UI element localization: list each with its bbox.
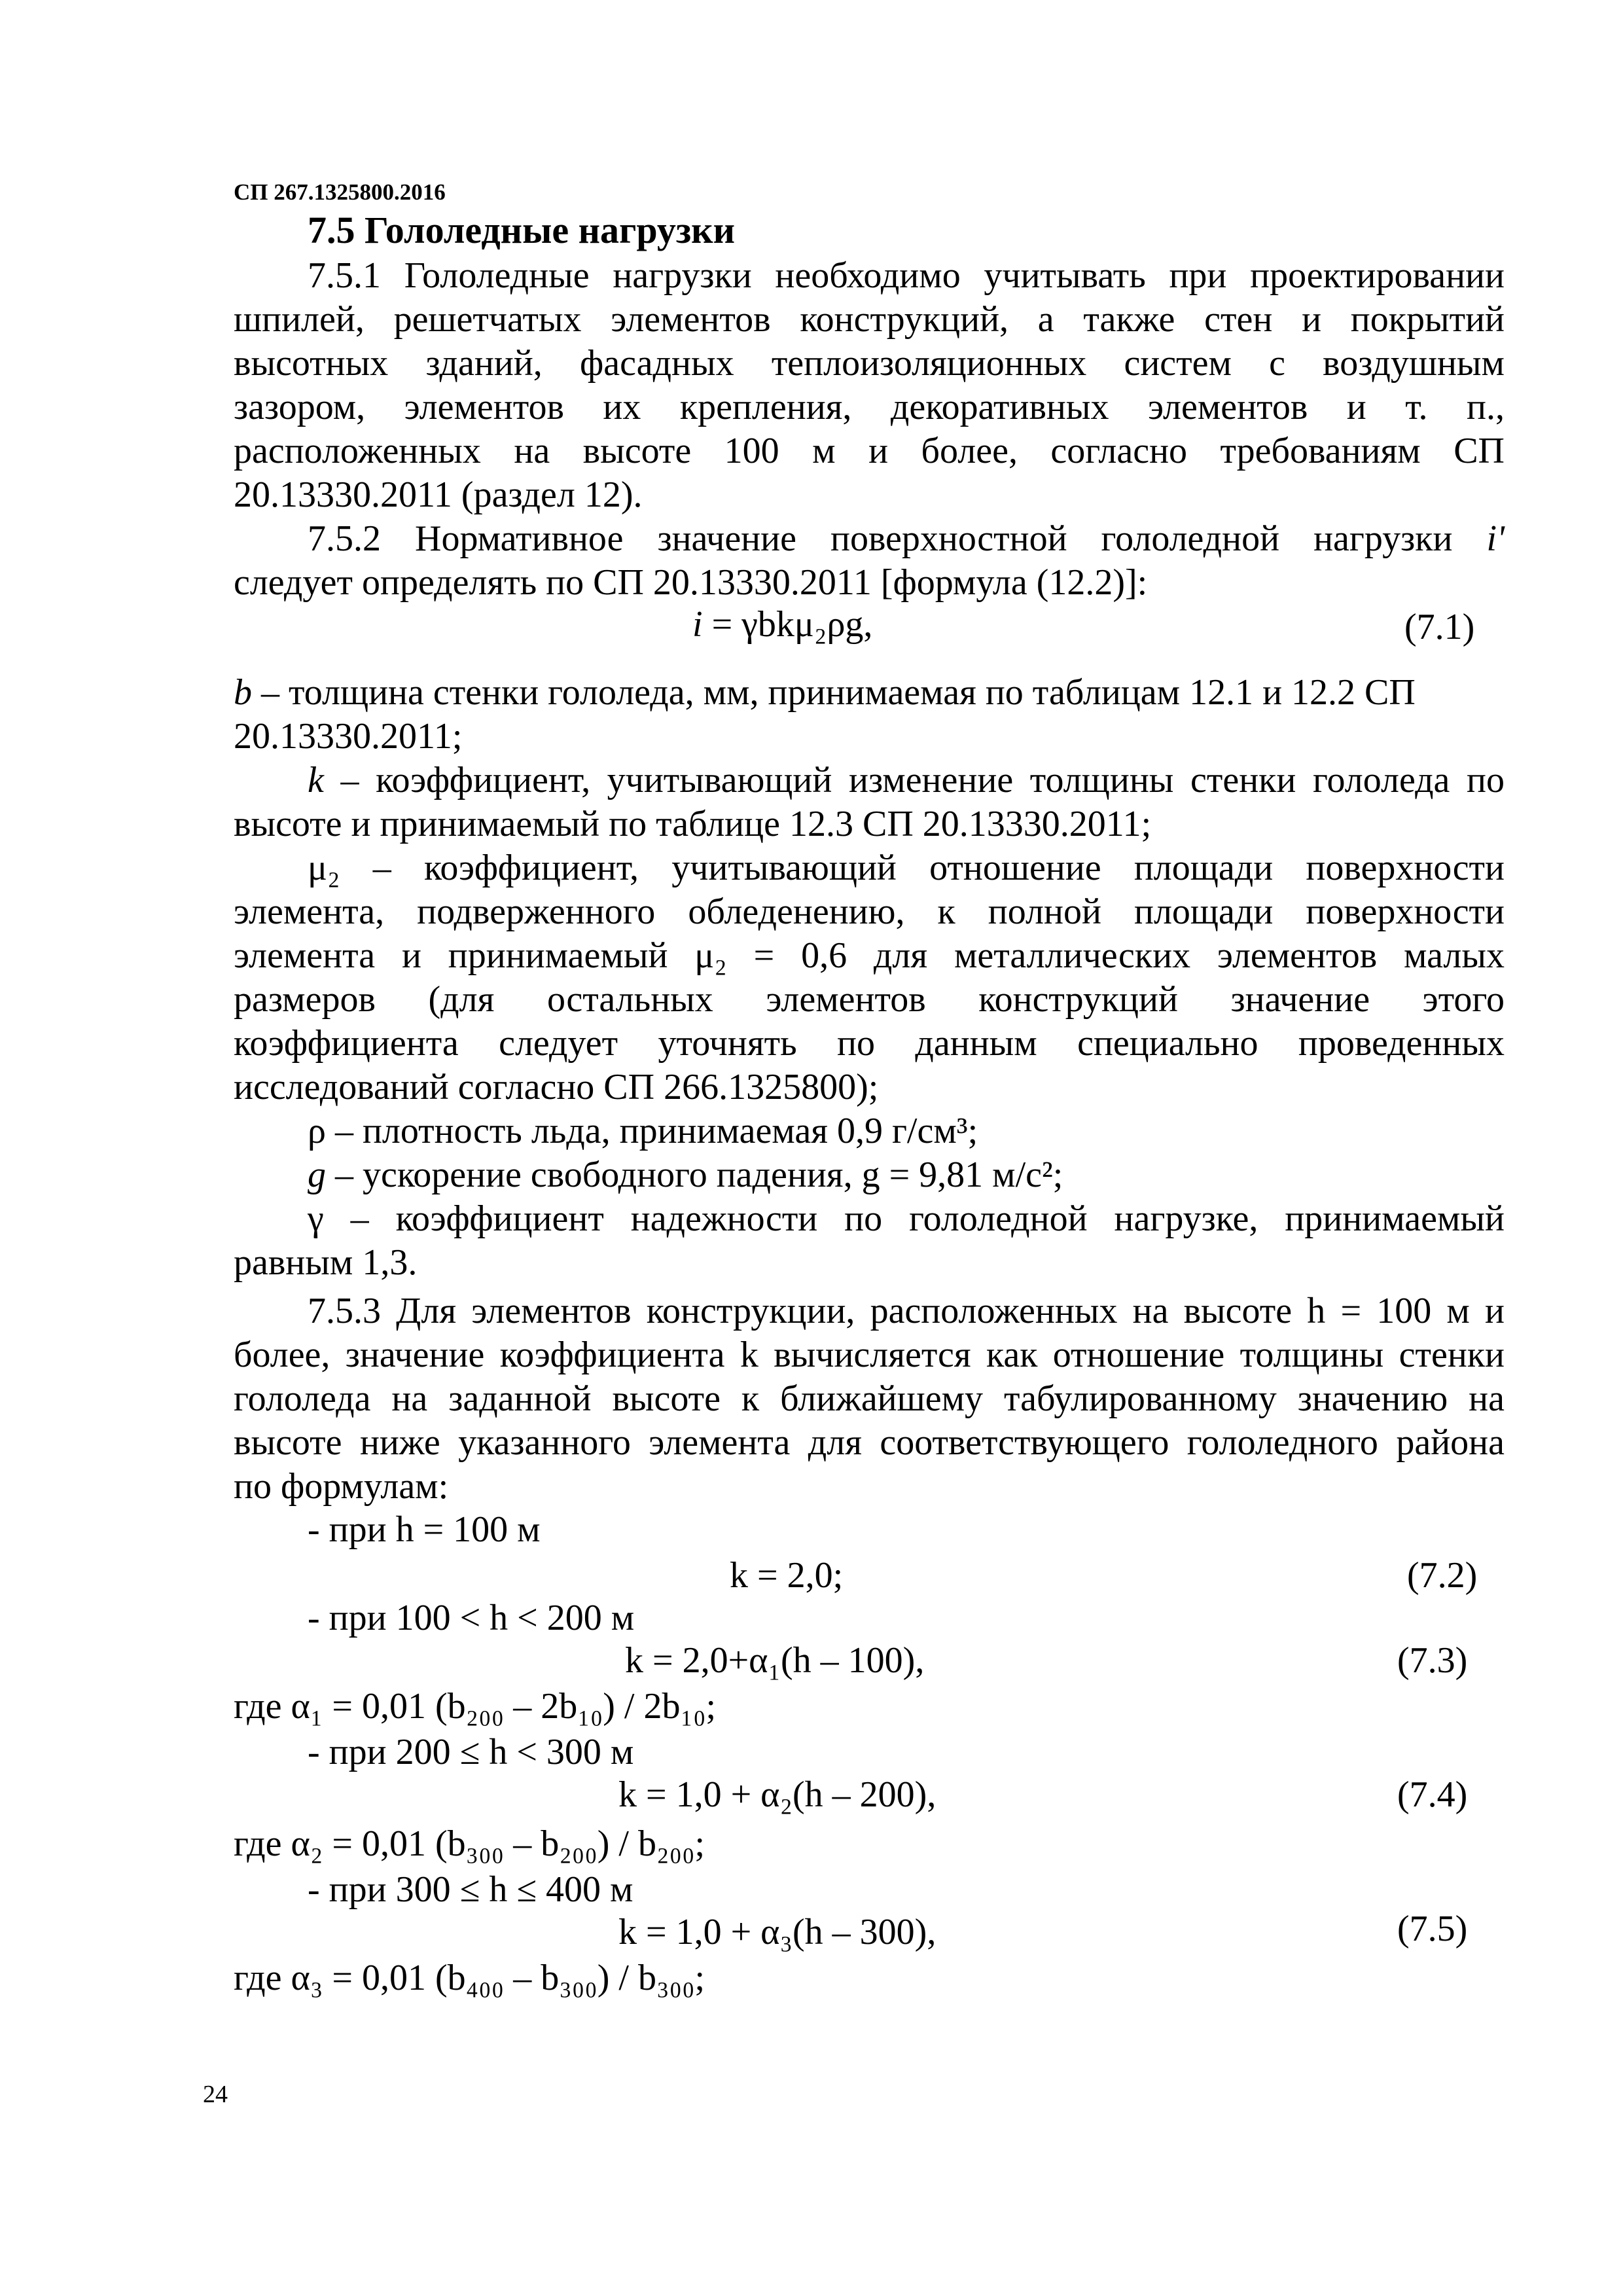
paragraph-7-5-2 [234,517,1505,605]
text-line: зазором, элементов их крепления, декоративных элементов и т. п., [234,387,1505,427]
text-line [234,671,1505,715]
text-line: 7.5.3 Для элементов конструкции, расположенных на высоте h = 100 м и [308,1291,1505,1331]
text-line: элемента, подверженного обледенению, к полной площади поверхности [234,891,1505,932]
text-line: ρ – плотность льда, принимаемая 0,9 г/см³; [308,1111,978,1151]
text-line: 20.13330.2011; [234,716,463,757]
paragraph-7-5-1 [234,254,1505,517]
formula-7-2: k = 2,0; [730,1555,844,1596]
symbol-b: b [234,672,252,713]
definitions [234,671,1505,1285]
page-number: 24 [203,2081,228,2108]
text-line: коэффициента следует уточнять по данным специально проведенных [234,1023,1505,1064]
text-line: следует определять по СП 20.13330.2011 [формула (12.2)]: [234,562,1148,603]
text-line: шпилей, решетчатых элементов конструкций, а также стен и покрытий [234,299,1505,340]
text-line: исследований согласно СП 266.1325800); [234,1067,879,1107]
where-alpha-2: где α₂ = 0,01 (b₃₀₀ – b₂₀₀) / b₂₀₀; [234,1823,705,1864]
text-line: μ₂ – коэффициент, учитывающий отношение площади поверхности [308,848,1505,888]
formula-number-7-3: (7.3) [1397,1640,1468,1681]
text-line: размеров (для остальных элементов конструкций значение этого [234,979,1505,1020]
text-span: – толщина стенки гололеда, мм, принимаемая по таблицам 12.1 и 12.2 СП [252,672,1416,713]
text-line: 20.13330.2011 (раздел 12). [234,475,643,515]
text-span: – ускорение свободного падения, g = 9,81 м/с²; [326,1155,1063,1195]
text-line [234,517,1505,561]
text-line [234,759,1505,802]
formula-number-7-1: (7.1) [1404,607,1475,647]
where-alpha-3: где α₃ = 0,01 (b₄₀₀ – b₃₀₀) / b₃₀₀; [234,1958,705,1998]
text-line: высотных зданий, фасадных теплоизоляционных систем с воздушным [234,343,1505,384]
formula-7-4: k = 1,0 + α₂(h – 200), [618,1774,936,1815]
text-span: – коэффициент, учитывающий изменение толщины стенки гололеда по [323,760,1505,800]
case-h-200-300: - при 200 ≤ h < 300 м [308,1732,634,1772]
document-code: СП 267.1325800.2016 [234,179,446,205]
case-h-300-400: - при 300 ≤ h ≤ 400 м [308,1869,633,1910]
formula-7-5: k = 1,0 + α₃(h – 300), [618,1912,936,1952]
case-h-100-200: - при 100 < h < 200 м [308,1598,635,1638]
case-h-100: - при h = 100 м [308,1509,541,1550]
formula-number-7-5: (7.5) [1397,1909,1468,1949]
text-span: 7.5.2 Нормативное значение поверхностной гололедной нагрузки [308,518,1453,559]
formula-7-3: k = 2,0+α₁(h – 100), [625,1640,925,1681]
formula-7-1 [692,603,872,645]
text-line: элемента и принимаемый μ₂ = 0,6 для металлических элементов малых [234,935,1505,976]
formula-number-7-2: (7.2) [1407,1555,1478,1596]
formula-lhs: i [692,604,703,645]
text-line: гололеда на заданной высоте к ближайшему табулированному значению на [234,1378,1505,1419]
text-line: γ – коэффициент надежности по гололедной нагрузке, принимаемый [308,1198,1505,1239]
where-alpha-1: где α₁ = 0,01 (b₂₀₀ – 2b₁₀) / 2b₁₀; [234,1686,717,1727]
symbol-g: g [308,1155,326,1195]
text-line: равным 1,3. [234,1242,418,1283]
text-line: 7.5.1 Гололедные нагрузки необходимо учитывать при проектировании [308,255,1505,296]
symbol-k: k [308,760,324,800]
section-heading: 7.5 Гололедные нагрузки [308,209,736,251]
formula-rhs: = γbkμ₂ρg, [711,604,873,645]
formula-number-7-4: (7.4) [1397,1774,1468,1815]
text-line: более, значение коэффициента k вычисляется как отношение толщины стенки [234,1335,1505,1375]
text-line [234,1153,1505,1197]
paragraph-7-5-3 [234,1289,1505,1509]
text-line: по формулам: [234,1466,449,1507]
symbol-i-prime: i' [1486,518,1505,559]
text-line: расположенных на высоте 100 м и более, согласно требованиям СП [234,431,1505,471]
text-line: высоте и принимаемый по таблице 12.3 СП 20.13330.2011; [234,804,1152,844]
text-line: высоте ниже указанного элемента для соответствующего гололедного района [234,1422,1505,1463]
